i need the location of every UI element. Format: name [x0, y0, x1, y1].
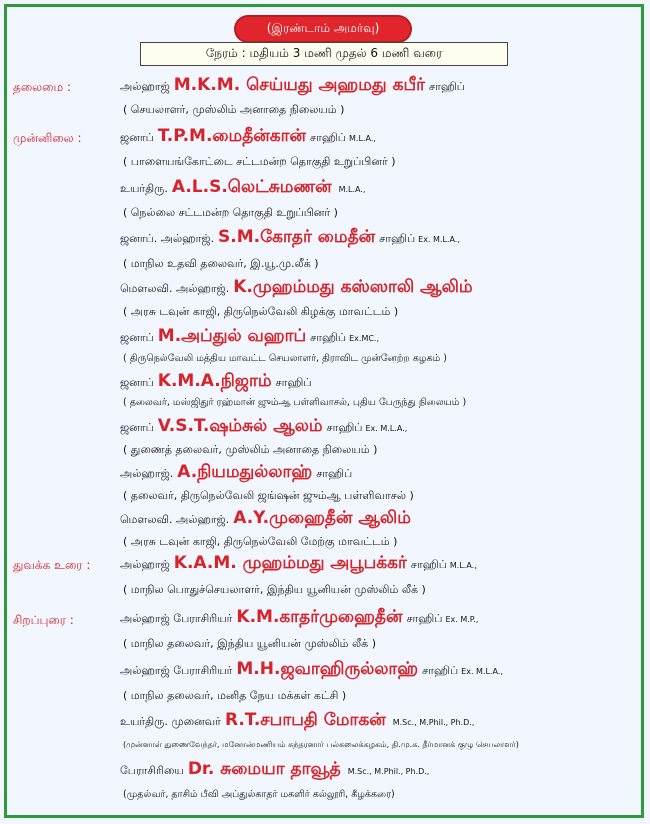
entry-credentials: Ex. M.L.A.,: [365, 424, 408, 433]
entry-desc: ( மாநில உதவி தலைவர், இ.யூ.மு.லீக் ): [123, 257, 319, 270]
entry-desc-line: [123, 103, 344, 118]
entry-desc-line: [123, 257, 319, 272]
entry-prefix: ஜனாப். அல்ஹாஜ்.: [120, 232, 215, 245]
entry-name: R.T.சபாபதி மோகன்: [224, 710, 386, 730]
entry-desc: ( துணைத் தலைவர், முஸ்லிம் அனாதை நிலையம் ): [123, 443, 378, 456]
entry-prefix: ஜனாப்: [120, 331, 154, 344]
entry-name: K.M.காதர்முஹைதீன்: [236, 607, 403, 627]
entry-desc: ( மாநில பொதுச்செயலாளர், இந்திய யூனியன் முஸ்லிம் லீக் ): [123, 583, 426, 596]
role-opening: துவக்க உரை :: [13, 558, 91, 572]
entry-credentials: M.L.A.,: [349, 134, 376, 143]
entry-name: M.அப்துல் வஹாப்: [157, 326, 307, 346]
entry-desc: ( தலைவர், திருநெல்வேலி ஜங்ஷன் ஜும்ஆ பள்ளிவாசல் ): [123, 489, 414, 502]
entry-desc-line: [123, 489, 414, 504]
entry-name: Dr. சுமையா தாவூத்: [187, 759, 341, 779]
entry-credentials: M.Sc., M.Phil., Ph.D.,: [347, 767, 430, 776]
entry-name-line: [120, 508, 418, 530]
entry-suffix: சாஹிப்: [406, 612, 443, 625]
entry-suffix: சாஹிப்: [316, 467, 353, 480]
entry-credentials: M.L.A.,: [449, 561, 477, 570]
entry-name-line: [120, 126, 376, 148]
entry-prefix: ஜனாப்: [120, 421, 154, 434]
time-box: [140, 42, 508, 66]
entry-desc: ( மாநில தலைவர், மனித நேய மக்கள் கட்சி ): [123, 689, 347, 702]
entry-name-line: [120, 759, 429, 781]
entry-name: A.Y.முஹைதீன் ஆலிம்: [233, 508, 411, 528]
entry-desc-line: [123, 155, 396, 170]
entry-credentials: Ex.MC.,: [349, 334, 380, 343]
entry-prefix: அல்ஹாஜ் பேராசிரியர்: [120, 664, 233, 677]
entry-prefix: மௌலவி. அல்ஹாஜ்.: [120, 513, 230, 526]
entry-credentials: Ex. M.P.,: [445, 615, 479, 624]
entry-prefix: அல்ஹாஜ்: [120, 558, 170, 571]
entry-name-line: [120, 710, 474, 732]
entry-suffix: சாஹிப்: [275, 376, 312, 389]
entry-prefix: அல்ஹாஜ் பேராசிரியர்: [120, 612, 233, 625]
entry-name: A.L.S.லெட்சுமணன்: [171, 177, 332, 197]
entry-desc: (முதல்வர், தாசிம் பீவி அப்துல்காதர் மகளிர் கல்லூரி, கீழக்கரை): [123, 789, 395, 800]
entry-desc-line: [123, 637, 376, 652]
time-text: நேரம் : மதியம் 3 மணி முதல் 6 மணி வரை: [205, 46, 443, 60]
entry-credentials: M.L.A.,: [338, 185, 366, 194]
entry-desc-line: [123, 689, 346, 704]
entry-name: T.P.M.மைதீன்கான்: [157, 126, 306, 146]
session-title: (இரண்டாம் அமர்வு): [266, 21, 380, 35]
entry-desc-line: [123, 583, 426, 598]
entry-desc-line: [123, 397, 466, 409]
entry-name-line: [120, 371, 315, 393]
role-presence: முன்னிலை :: [13, 131, 82, 145]
entry-name-line: [120, 553, 477, 575]
entry-name-line: [120, 326, 379, 348]
entry-name: K.A.M. முஹம்மது அபூபக்கர்: [173, 553, 407, 573]
entry-name: K.M.A.நிஜாம்: [157, 371, 272, 391]
entry-desc-line: [123, 535, 397, 550]
entry-desc-line: [123, 789, 395, 801]
entry-desc-line: [123, 740, 519, 750]
entry-suffix: சாஹிப்: [429, 80, 465, 93]
entry-name: S.M.கோதர் மைதீன்: [218, 227, 376, 247]
entry-desc: ( மாநில தலைவர், இந்திய யூனியன் முஸ்லிம் லீக் ): [123, 637, 376, 650]
entry-name-line: [120, 277, 480, 299]
entry-desc: ( அரசு டவுன் காஜி, திருநெல்வேலி மேற்கு மாவட்டம் ): [123, 535, 398, 548]
entry-prefix: ஜனாப்: [120, 376, 154, 389]
entry-name-line: [120, 416, 407, 438]
entry-suffix: சாஹிப்: [410, 558, 447, 571]
entry-desc-line: [123, 305, 398, 320]
entry-credentials: Ex. M.L.A.,: [461, 667, 503, 676]
entry-prefix: பேராசிரியை: [120, 764, 184, 777]
entry-name-line: [120, 659, 503, 681]
entry-suffix: சாஹிப்: [310, 131, 346, 144]
entry-desc: ( நெல்லை சட்டமன்ற தொகுதி உறுப்பினர் ): [123, 206, 338, 219]
role-chair: தலைமை :: [13, 80, 72, 94]
role-special: சிறப்புரை :: [13, 613, 74, 627]
entry-credentials: M.Sc., M.Phil., Ph.D.,: [392, 718, 475, 727]
entry-suffix: சாஹிப்: [326, 421, 363, 434]
entry-desc: ( தலைவர், மஸ்ஜிதுர் ரஹ்மான் ஜும்ஆ பள்ளிவாசல், புதிய பேருந்து நிலையம் ): [123, 397, 467, 408]
entry-suffix: சாஹிப்: [310, 331, 347, 344]
entry-name: V.S.T.ஷம்சுல் ஆலம்: [157, 416, 323, 436]
entry-desc-line: [123, 353, 447, 365]
entry-name-line: [120, 177, 365, 199]
entry-desc: ( செயலாளர், முஸ்லிம் அனாதை நிலையம் ): [123, 103, 345, 116]
entry-prefix: உயர்திரு. முனைவர்: [120, 715, 221, 728]
entry-desc-line: [123, 206, 338, 221]
entry-name: A.நியமதுல்லாஹ்: [177, 462, 313, 482]
entry-name: M.K.M. செய்யது அஹமது கபீர்: [173, 75, 425, 95]
entry-name-line: [120, 607, 478, 629]
entry-name-line: [120, 75, 468, 97]
entry-prefix: அல்ஹாஜ்: [120, 80, 170, 93]
entry-prefix: மௌலவி. அல்ஹாஜ்.: [120, 282, 230, 295]
entry-name-line: [120, 227, 460, 249]
entry-desc: ( திருநெல்வேலி மத்திய மாவட்ட செயலாளர், திராவிட முன்னேற்ற கழகம் ): [123, 353, 447, 364]
entry-name: M.H.ஜவாஹிருல்லாஹ்: [236, 659, 419, 679]
entry-name-line: [120, 462, 355, 484]
entry-name: K.முஹம்மது கஸ்ஸாலி ஆலிம்: [233, 277, 473, 297]
session-title-badge: [236, 17, 410, 41]
entry-desc: ( பாளையங்கோட்டை சட்டமன்ற தொகுதி உறுப்பினர் ): [123, 155, 396, 168]
entry-prefix: அல்ஹாஜ்.: [120, 467, 174, 480]
entry-suffix: சாஹிப்: [422, 664, 459, 677]
entry-suffix: சாஹிப்: [379, 232, 416, 245]
entry-credentials: Ex. M.L.A.,: [418, 235, 460, 244]
entry-desc: ( அரசு டவுன் காஜி, திருநெல்வேலி கிழக்கு மாவட்டம் ): [123, 305, 399, 318]
entry-desc: (முன்னாள் துணைவேந்தர், மனோன்மணியம் சுந்தரனார் பல்கலைக்கழகம், தி.மு.க. தீர்மானக் குழு செயலாளர்): [123, 740, 519, 749]
entry-prefix: ஜனாப்: [120, 131, 154, 144]
entry-prefix: உயர்திரு.: [120, 182, 168, 195]
entry-desc-line: [123, 443, 377, 458]
